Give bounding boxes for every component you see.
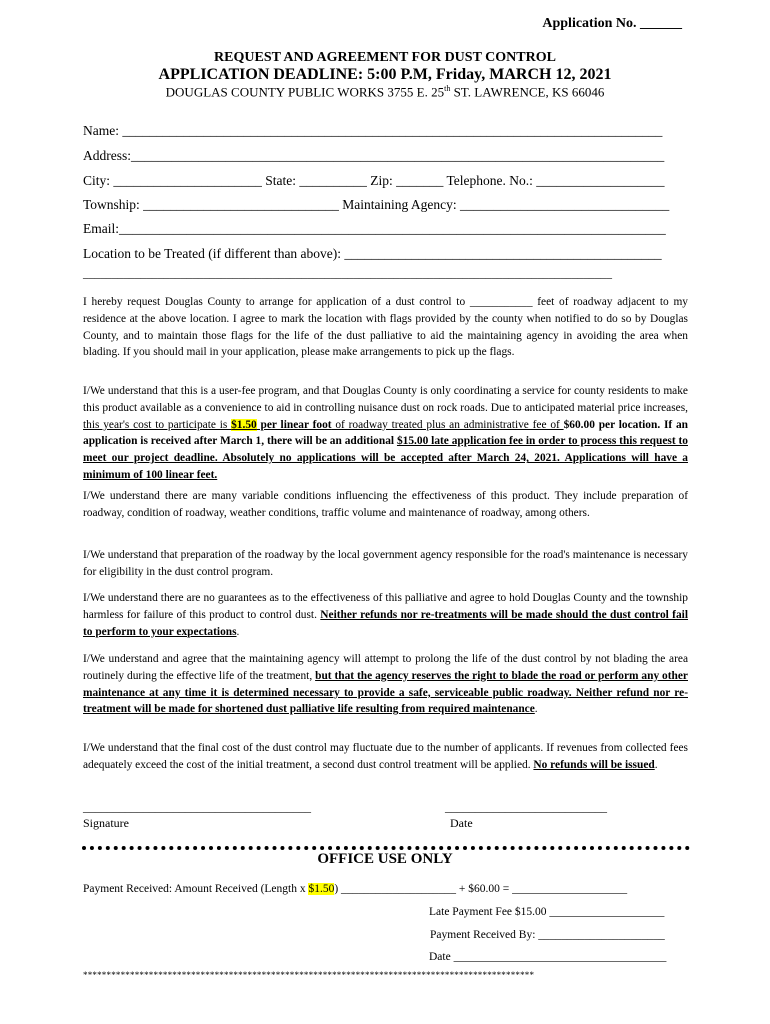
- guarantee-paragraph: [83, 590, 688, 640]
- cost-text-c: .: [654, 758, 658, 771]
- guarantee-text-c: .: [236, 625, 240, 638]
- maintenance-text-a: I/We understand and agree that the maintaining agency will attempt to prolong the life of the dust control by not blading the area routinely during the effective life of the treatment,: [83, 653, 688, 682]
- maintenance-text-c: .: [534, 703, 538, 716]
- office-date-row[interactable]: Date _____________________________________: [429, 951, 667, 963]
- payment-pre: Payment Received: Amount Received (Length x: [83, 883, 309, 895]
- application-deadline: APPLICATION DEADLINE: 5:00 P.M, Friday, MARCH 12, 2021: [158, 66, 612, 83]
- office-use-heading: OFFICE USE ONLY: [317, 851, 453, 867]
- cost-text-a: I/We understand that the final cost of the dust control may fluctuate due to the number of applicants. If revenues from collected fees adequately exceed the cost of the initial treatment, a second dust control treatment will be applied.: [83, 742, 688, 771]
- no-refund-notice: Neither refunds nor re-treatments will be made should the dust control fail to perform to your expectations: [83, 608, 689, 638]
- address-pre: DOUGLAS COUNTY PUBLIC WORKS 3755 E. 25: [165, 84, 445, 100]
- location-extra-line[interactable]: ____________________________________________________________________________________________: [83, 268, 612, 280]
- township-agency-field[interactable]: Township: _____________________________ Maintaining Agency: _______________________________: [83, 197, 670, 212]
- received-by-row[interactable]: Payment Received By: ______________________: [430, 929, 665, 941]
- eligibility-paragraph: I/We understand that preparation of the roadway by the local government agency responsible for the road's maintenance is necessary for eligibility in the dust control program.: [83, 549, 688, 578]
- maintenance-paragraph: [83, 651, 688, 718]
- asterisk-divider: ************************************************************************************************: [83, 970, 535, 980]
- late-fee-row[interactable]: Late Payment Fee $15.00 ____________________: [429, 906, 665, 918]
- address-field[interactable]: Address:_______________________________________________________________________________: [83, 148, 665, 163]
- email-field[interactable]: Email:_________________________________________________________________________________: [83, 221, 666, 236]
- conditions-paragraph: I/We understand there are many variable conditions influencing the effectiveness of this product. They include preparation of roadway, condition of roadway, weather conditions, traffic volume and maintenance of roadway, among others.: [83, 490, 688, 519]
- signature-label: Signature: [83, 816, 129, 830]
- price-highlight: $1.50: [231, 418, 257, 431]
- date-label: Date: [450, 816, 473, 830]
- request-paragraph: I hereby request Douglas County to arrange for application of a dust control to ___________ feet of roadway adjacent to my residence at the above location. I agree to mark the location with flags provided by the county when notified to do so by Douglas County, and to maintain those flags for the life of the dust palliative to aid the maintaining agency in avoiding the area when blading. If you should mail in your application, please make arrangements to pick up the flags.: [83, 296, 688, 359]
- no-refunds-issued: No refunds will be issued: [533, 758, 655, 771]
- department-address: [0, 84, 770, 100]
- payment-received-row[interactable]: [83, 883, 627, 895]
- late-fee-notice: $15.00 late application fee in order to process this request to meet our project deadline. Absolutely no applications will be accepted after March 24, 2021. Applications will have a minimum of 100 linear feet.: [83, 435, 688, 481]
- signature-line[interactable]: ______________________________________: [83, 800, 311, 814]
- late-notice: . If an application is received after March 1, there will be an additional: [83, 418, 688, 448]
- city-state-zip-phone-field[interactable]: City: ______________________ State: __________ Zip: _______ Telephone. No.: ___________________: [83, 173, 665, 188]
- fee-text-a: I/We understand that this is a user-fee program, and that Douglas County is only coordinating a service for county residents to make this product available as a convenience to aid in controlling nuisance dust on rock roads. Due to anticipated material price increases,: [83, 385, 688, 414]
- form-title: REQUEST AND AGREEMENT FOR DUST CONTROL: [214, 50, 556, 65]
- cost-paragraph: [83, 740, 688, 774]
- location-field[interactable]: Location to be Treated (if different than above): _______________________________________________: [83, 246, 662, 261]
- blade-rights-notice: but that the agency reserves the right to blade the road or perform any other maintenance at any time it is determined necessary to provide a safe, serviceable public roadway. Neither refund nor re-treatment will be made for shortened dust palliative life resulting from required maintenance: [83, 669, 688, 716]
- guarantee-text-a: I/We understand there are no guarantees as to the effectiveness of this palliative and agree to hold Douglas County and the township harmless for failure of this product to control dust.: [83, 592, 688, 621]
- payment-price-highlight: $1.50: [308, 883, 335, 895]
- fee-paragraph: [83, 383, 688, 484]
- fee-text-c: per linear foot: [256, 418, 332, 431]
- fee-text-d: of roadway treated plus an administrative fee of: [331, 418, 564, 431]
- address-sup: th: [444, 84, 451, 93]
- application-number: Application No. ______: [542, 16, 682, 31]
- dotted-divider: [82, 846, 690, 850]
- fee-text-b: this year's cost to participate is: [83, 418, 232, 431]
- date-line[interactable]: ___________________________: [445, 800, 607, 814]
- address-post: ST. LAWRENCE, KS 66046: [450, 84, 605, 100]
- name-field[interactable]: Name: ________________________________________________________________________________: [83, 123, 663, 138]
- admin-fee: $60.00 per location: [563, 418, 658, 431]
- payment-post: ) ____________________ + $60.00 = ____________________: [334, 883, 628, 895]
